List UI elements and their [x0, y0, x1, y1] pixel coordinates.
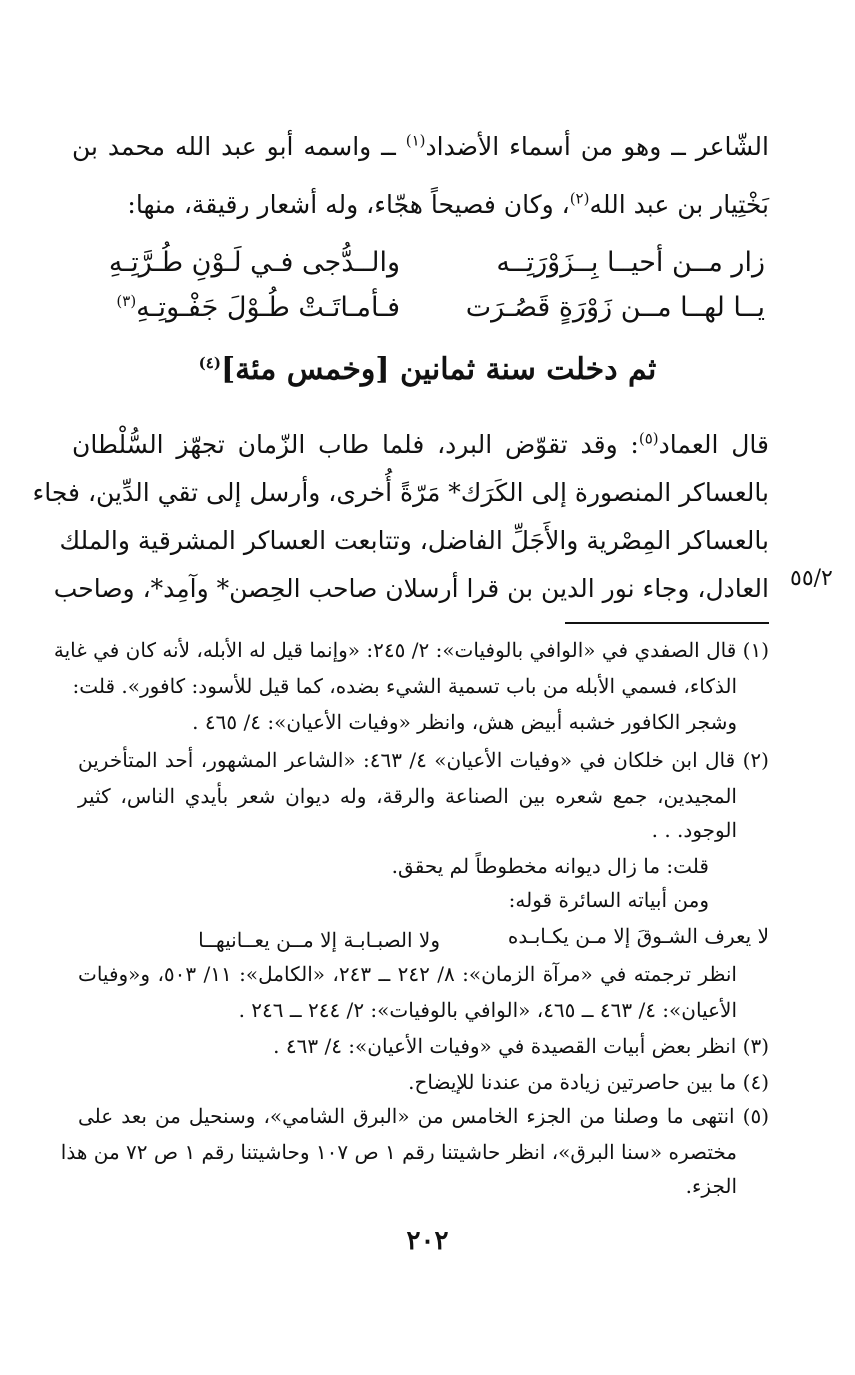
footnote-marker-1: (١) [405, 131, 426, 150]
poem-verse-1-first-hemistich: زار مــن أحيــا بِــزَوْرَتِــه [496, 247, 765, 278]
footnote-2-verse-first-hemistich: لا يعرف الشـوقَ إلا مـن يكـابـده [507, 924, 769, 948]
footnote-1-line-3: وشجر الكافور خشبه أبيض هش، وانظر «وفيات الأعيان»: ٤/ ٤٦٥ . [192, 710, 737, 734]
footnote-2-line-4: قلت: ما زال ديوانه مخطوطاً لم يحقق. [391, 854, 709, 878]
body-line-1-end: ــ واسمه أبو عبد الله محمد بن [72, 132, 406, 161]
page-number: ٢٠٢ [406, 1226, 449, 1256]
section-heading [0, 352, 855, 387]
footnote-5-line-3: الجزء. [685, 1174, 737, 1198]
footnote-marker-4: (٤) [198, 354, 221, 372]
body-line-1 [72, 132, 769, 161]
footnote-marker-3: (٣) [116, 292, 137, 310]
body-line-4: بالعساكر المنصورة إلى الكَرَك* مَرّةً أُخرى، وأرسل إلى تقي الدِّين، فجاء [32, 478, 769, 507]
footnote-2-line-5: ومن أبياته السائرة قوله: [508, 888, 709, 912]
body-line-2-end: ، وكان فصيحاً هجّاء، وله أشعار رقيقة، منها: [127, 190, 570, 219]
body-line-2 [72, 190, 769, 219]
footnote-5-line-2: مختصره «سنا البرق»، انظر حاشيتنا رقم ١ ص ١٠٧ وحاشيتنا رقم ١ ص ٧٢ من هذا [60, 1140, 737, 1164]
footnote-2-verse-second-hemistich: ولا الصبـابـة إلا مــن يعــانيهــا [198, 928, 440, 952]
footnote-1-line-2: الذكاء، فسمي الأبله من باب تسمية الشيء بضده، كما قيل للأسود: كافور». قلت: [72, 674, 737, 698]
body-line-3-start: قال العماد [658, 430, 769, 459]
footnote-3: (٣) انظر بعض أبيات القصيدة في «وفيات الأعيان»: ٤/ ٤٦٣ . [273, 1034, 769, 1058]
footnote-marker-5: (٥) [638, 429, 659, 448]
body-line-5: بالعساكر المِصْرية والأَجَلِّ الفاضل، وتتابعت العساكر المشرقية والملك [59, 526, 769, 555]
margin-reference: ٥٥/٢ [790, 566, 833, 591]
poem-verse-2-first-hemistich: يــا لهــا مــن زَوْرَةٍ قَصُـرَت [465, 292, 765, 323]
body-line-6: العادل، وجاء نور الدين بن قرا أرسلان صاحب الحِصن* وآمِد*، وصاحب [53, 574, 769, 603]
footnote-2-line-1: (٢) قال ابن خلكان في «وفيات الأعيان» ٤/ ٤٦٣: «الشاعر المشهور، أحد المتأخرين [78, 748, 769, 772]
footnote-1-line-1: (١) قال الصفدي في «الوافي بالوفيات»: ٢/ ٢٤٥: «وإنما قيل له الأبله، لأنه كان في غاية [53, 638, 769, 662]
body-line-1-start: الشّاعر ــ وهو من أسماء الأضداد [425, 132, 769, 161]
poem-verse-2-b-text: فـأمـاتَـتْ طُـوْلَ جَفْـوتِـهِ [136, 292, 400, 323]
footnote-2-line-6: انظر ترجمته في «مرآة الزمان»: ٨/ ٢٤٢ ــ ٢٤٣، «الكامل»: ١١/ ٥٠٣، و«وفيات [78, 962, 737, 986]
footnote-2-line-3: الوجود. . . [651, 818, 737, 842]
footnote-2-line-2: المجيدين، جمع شعره بين الصناعة والرقة، وله ديوان شعر بأيدي الناس، كثير [78, 784, 737, 808]
body-line-3 [72, 430, 769, 459]
footnote-2-line-7: الأعيان»: ٤/ ٤٦٣ ــ ٤٦٥، «الوافي بالوفيات»: ٢/ ٢٤٤ ــ ٢٤٦ . [238, 998, 737, 1022]
poem-verse-1-second-hemistich: والــدُّجى فـي لَـوْنِ طُـرَّتِـهِ [108, 247, 400, 278]
section-heading-text: ثم دخلت سنة ثمانين [وخمس مئة] [220, 352, 657, 387]
footnote-marker-2: (٢) [569, 189, 590, 208]
body-line-2-start: بَخْتِيار بن عبد الله [589, 190, 769, 219]
footnote-separator [565, 622, 769, 624]
footnote-4: (٤) ما بين حاصرتين زيادة من عندنا للإيضاح. [408, 1070, 769, 1094]
poem-verse-2-second-hemistich [116, 292, 400, 323]
footnote-5-line-1: (٥) انتهى ما وصلنا من الجزء الخامس من «البرق الشامي»، وسنحيل من بعد على [78, 1104, 769, 1128]
body-line-3-end: : وقد تقوّض البرد، فلما طاب الزّمان تجهّز السُّلْطان [72, 430, 639, 459]
